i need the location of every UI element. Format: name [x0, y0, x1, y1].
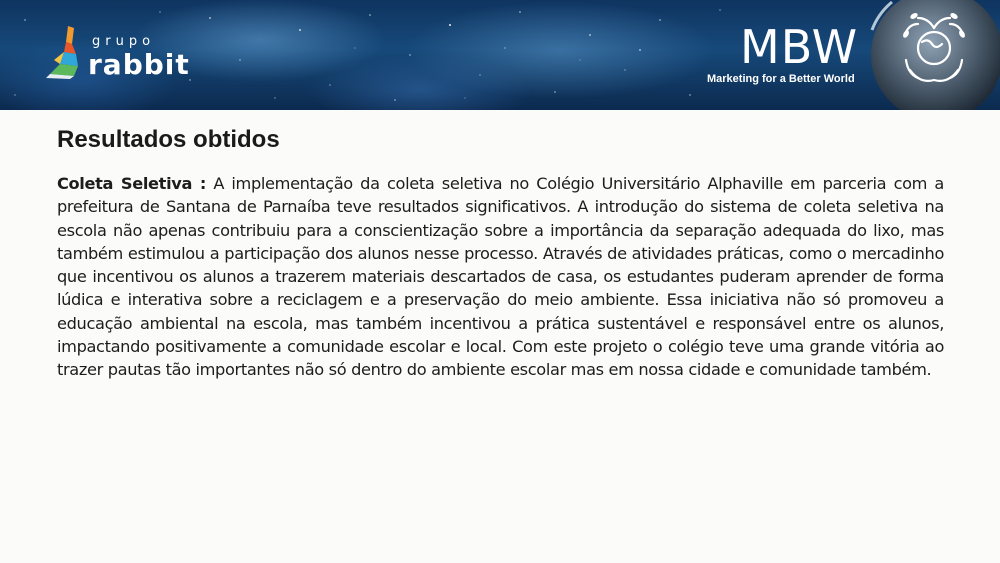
header-banner: [0, 0, 1000, 110]
rabbit-icon: [44, 24, 88, 80]
mbw-title: MBW: [740, 20, 859, 74]
lead-label: Coleta Seletiva :: [57, 174, 206, 193]
paragraph-text: A implementação da coleta seletiva no Colégio Universitário Alphaville em parceria com a prefeitura de Santana de Parnaíba teve resultados significativos. A introdução do sistema de coleta seletiva na escola não apenas contribuiu para a conscientização sobre a importância da separação adequada do lixo, mas também estimulou a participação dos alunos nesse processo. Através de atividades práticas, como o mercadinho que incentivou os alunos a trazerem materiais descartados de casa, os estudantes puderam aprender de forma lúdica e interativa sobre a reciclagem e a preservação do meio ambiente. Essa iniciativa não só promoveu a educação ambiental na escola, mas também incentivou a prática sustentável e responsável entre os alunos, impactando positivamente a comunidade escolar e local. Com este projeto o colégio teve uma grande vitória ao trazer pautas tão importantes não só dentro do ambiente escolar mas em nossa cidade e comunidade também.: [57, 174, 944, 380]
mbw-logo: [700, 22, 865, 92]
body-paragraph: [57, 172, 944, 382]
earth-hands-icon: [862, 0, 1000, 110]
mbw-tagline: Marketing for a Better World: [707, 73, 855, 85]
logo-grupo-text: grupo: [92, 34, 156, 49]
page-title: Resultados obtidos: [57, 126, 280, 153]
logo-rabbit-text: rabbit: [88, 48, 190, 81]
grupo-rabbit-logo: [44, 24, 190, 84]
